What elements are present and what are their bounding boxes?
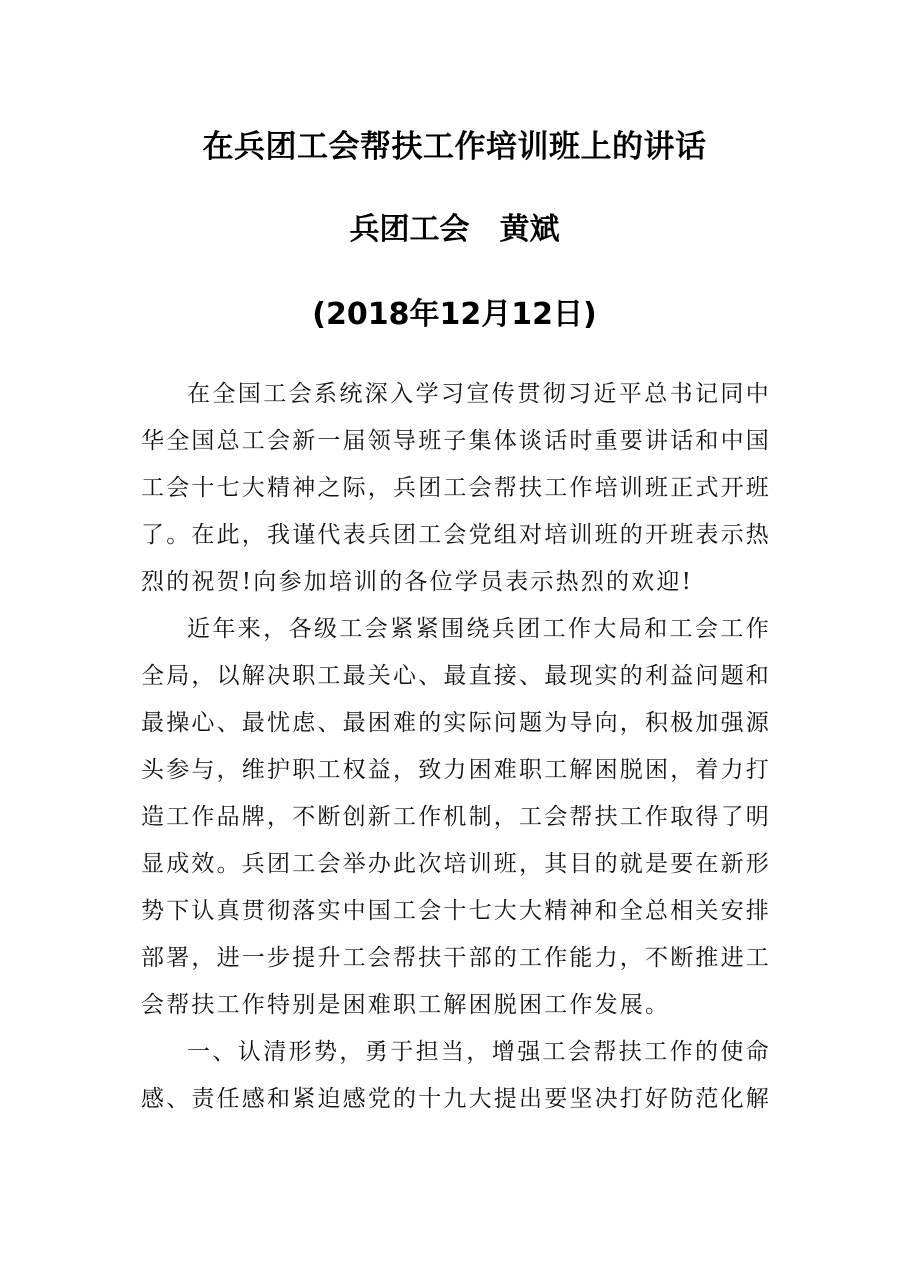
author-line: 兵团工会 黄斌 [349, 212, 560, 247]
document-title: 在兵团工会帮扶工作培训班上的讲话 [202, 129, 707, 165]
paragraph-section-one: 一、认清形势，勇于担当，增强工会帮扶工作的使命感、责任感和紧迫感党的十九大提出要坚决打好防范化解 [141, 1039, 771, 1112]
paragraph-intro: 在全国工会系统深入学习宣传贯彻习近平总书记同中华全国总工会新一届领导班子集体谈话时重要讲话和中国工会十七大精神之际，兵团工会帮扶工作培训班正式开班了。在此，我谨代表兵团工会党组对培训班的开班表示热烈的祝贺!向参加培训的各位学员表示热烈的欢迎! [141, 381, 771, 595]
date-line: (2018年12月12日) [312, 297, 597, 332]
paragraph-recent-years: 近年来，各级工会紧紧围绕兵团工作大局和工会工作全局，以解决职工最关心、最直接、最现实的利益问题和最操心、最忧虑、最困难的实际问题为导向，积极加强源头参与，维护职工权益，致力困难职工解困脱困，着力打造工作品牌，不断创新工作机制，工会帮扶工作取得了明显成效。兵团工会举办此次培训班，其目的就是要在新形势下认真贯彻落实中国工会十七大大精神和全总相关安排部署，进一步提升工会帮扶干部的工作能力，不断推进工会帮扶工作特别是困难职工解困脱困工作发展。 [141, 616, 771, 1018]
document-body [141, 371, 771, 1123]
